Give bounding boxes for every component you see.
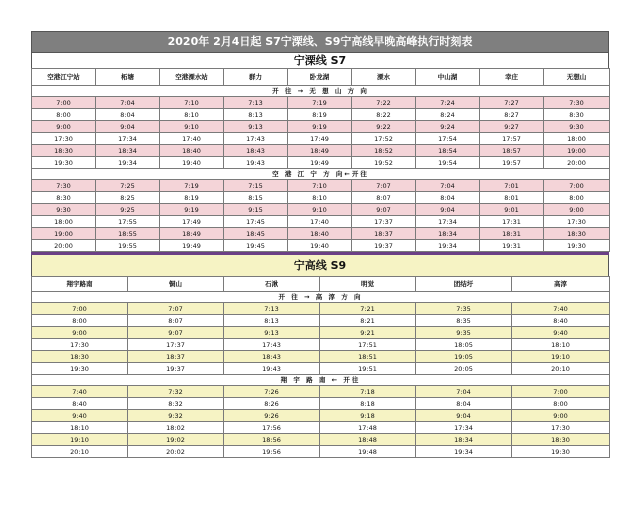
- time-cell: 8:10: [288, 192, 352, 204]
- time-cell: 17:51: [320, 339, 416, 351]
- table-row: [32, 133, 610, 145]
- time-cell: 19:02: [128, 434, 224, 446]
- station-name: 柘塘: [96, 69, 160, 86]
- time-cell: 8:32: [128, 398, 224, 410]
- table-row: [32, 157, 610, 169]
- station-name: 铜山: [128, 277, 224, 292]
- time-cell: 9:00: [544, 204, 610, 216]
- time-cell: 7:13: [224, 303, 320, 315]
- direction-label: 开 往 → 无 想 山 方 向: [32, 86, 610, 97]
- time-cell: 19:34: [96, 157, 160, 169]
- time-cell: 17:52: [352, 133, 416, 145]
- time-cell: 7:30: [32, 180, 96, 192]
- time-cell: 20:10: [32, 446, 128, 458]
- time-cell: 8:27: [480, 109, 544, 121]
- time-cell: 7:22: [352, 97, 416, 109]
- table-row: [32, 303, 610, 315]
- time-cell: 9:19: [288, 121, 352, 133]
- time-cell: 9:15: [224, 204, 288, 216]
- direction-label: 空 港 江 宁 方 向←开往: [32, 169, 610, 180]
- time-cell: 19:54: [416, 157, 480, 169]
- time-cell: 7:24: [416, 97, 480, 109]
- time-cell: 19:30: [512, 446, 610, 458]
- table-row: [32, 398, 610, 410]
- time-cell: 18:40: [288, 228, 352, 240]
- time-cell: 19:40: [160, 157, 224, 169]
- time-cell: 9:13: [224, 327, 320, 339]
- s9-station-header: [32, 277, 610, 292]
- time-cell: 18:31: [480, 228, 544, 240]
- time-cell: 8:04: [416, 192, 480, 204]
- time-cell: 8:07: [352, 192, 416, 204]
- time-cell: 7:18: [320, 386, 416, 398]
- time-cell: 18:55: [96, 228, 160, 240]
- table-row: [32, 228, 610, 240]
- time-cell: 9:10: [288, 204, 352, 216]
- time-cell: 20:00: [32, 240, 96, 252]
- s9-direction-2: [32, 375, 610, 386]
- time-cell: 17:40: [160, 133, 224, 145]
- time-cell: 9:35: [416, 327, 512, 339]
- time-cell: 19:34: [416, 446, 512, 458]
- time-cell: 9:22: [352, 121, 416, 133]
- time-cell: 8:00: [544, 192, 610, 204]
- table-row: [32, 410, 610, 422]
- time-cell: 17:45: [224, 216, 288, 228]
- time-cell: 9:30: [544, 121, 610, 133]
- time-cell: 18:37: [128, 351, 224, 363]
- time-cell: 19:43: [224, 363, 320, 375]
- table-row: [32, 446, 610, 458]
- time-cell: 17:55: [96, 216, 160, 228]
- time-cell: 20:10: [512, 363, 610, 375]
- time-cell: 19:45: [224, 240, 288, 252]
- time-cell: 9:25: [96, 204, 160, 216]
- time-cell: 7:15: [224, 180, 288, 192]
- time-cell: 17:48: [320, 422, 416, 434]
- direction-label: 开 往 → 高 淳 方 向: [32, 292, 610, 303]
- time-cell: 18:57: [480, 145, 544, 157]
- time-cell: 7:13: [224, 97, 288, 109]
- time-cell: 9:21: [320, 327, 416, 339]
- time-cell: 8:21: [320, 315, 416, 327]
- s7-timetable: [31, 68, 610, 252]
- time-cell: 17:30: [512, 422, 610, 434]
- time-cell: 7:27: [480, 97, 544, 109]
- time-cell: 19:00: [544, 145, 610, 157]
- s7-station-header: [32, 69, 610, 86]
- time-cell: 18:30: [32, 351, 128, 363]
- time-cell: 19:10: [32, 434, 128, 446]
- time-cell: 9:18: [320, 410, 416, 422]
- table-row: [32, 434, 610, 446]
- time-cell: 7:19: [160, 180, 224, 192]
- time-cell: 18:30: [32, 145, 96, 157]
- time-cell: 9:07: [128, 327, 224, 339]
- time-cell: 7:26: [224, 386, 320, 398]
- time-cell: 17:30: [544, 216, 610, 228]
- time-cell: 18:43: [224, 351, 320, 363]
- time-cell: 18:10: [512, 339, 610, 351]
- time-cell: 19:00: [32, 228, 96, 240]
- time-cell: 8:30: [32, 192, 96, 204]
- time-cell: 17:34: [416, 422, 512, 434]
- time-cell: 19:57: [480, 157, 544, 169]
- time-cell: 7:19: [288, 97, 352, 109]
- station-name: 空港江宁站: [32, 69, 96, 86]
- time-cell: 19:30: [544, 240, 610, 252]
- time-cell: 18:34: [416, 434, 512, 446]
- time-cell: 17:34: [96, 133, 160, 145]
- time-cell: 9:10: [160, 121, 224, 133]
- time-cell: 20:02: [128, 446, 224, 458]
- table-row: [32, 180, 610, 192]
- time-cell: 9:27: [480, 121, 544, 133]
- station-name: 空港溧水站: [160, 69, 224, 86]
- table-row: [32, 386, 610, 398]
- table-row: [32, 145, 610, 157]
- time-cell: 18:49: [160, 228, 224, 240]
- time-cell: 18:34: [416, 228, 480, 240]
- time-cell: 9:40: [32, 410, 128, 422]
- time-cell: 19:10: [512, 351, 610, 363]
- time-cell: 18:10: [32, 422, 128, 434]
- time-cell: 9:30: [32, 204, 96, 216]
- time-cell: 18:05: [416, 339, 512, 351]
- table-row: [32, 363, 610, 375]
- time-cell: 8:00: [32, 315, 128, 327]
- time-cell: 20:00: [544, 157, 610, 169]
- time-cell: 8:15: [224, 192, 288, 204]
- station-name: 溧水: [352, 69, 416, 86]
- s9-direction-1: [32, 292, 610, 303]
- time-cell: 19:55: [96, 240, 160, 252]
- direction-label: 翔 宇 路 南 ← 开往: [32, 375, 610, 386]
- station-name: 高淳: [512, 277, 610, 292]
- time-cell: 8:35: [416, 315, 512, 327]
- time-cell: 7:32: [128, 386, 224, 398]
- time-cell: 19:30: [32, 363, 128, 375]
- time-cell: 9:00: [32, 121, 96, 133]
- time-cell: 18:30: [512, 434, 610, 446]
- time-cell: 7:35: [416, 303, 512, 315]
- time-cell: 7:04: [416, 386, 512, 398]
- time-cell: 18:00: [32, 216, 96, 228]
- time-cell: 17:57: [480, 133, 544, 145]
- time-cell: 8:04: [416, 398, 512, 410]
- time-cell: 8:18: [320, 398, 416, 410]
- time-cell: 17:43: [224, 133, 288, 145]
- time-cell: 18:30: [544, 228, 610, 240]
- timetable-sheet: [31, 31, 609, 458]
- time-cell: 7:40: [32, 386, 128, 398]
- table-row: [32, 121, 610, 133]
- time-cell: 18:34: [96, 145, 160, 157]
- time-cell: 17:37: [352, 216, 416, 228]
- time-cell: 8:22: [352, 109, 416, 121]
- time-cell: 9:00: [512, 410, 610, 422]
- table-row: [32, 327, 610, 339]
- time-cell: 8:40: [512, 315, 610, 327]
- page-title: 2020年 2月4日起 S7宁溧线、S9宁高线早晚高峰执行时刻表: [31, 31, 609, 53]
- table-row: [32, 240, 610, 252]
- time-cell: 18:49: [288, 145, 352, 157]
- table-row: [32, 109, 610, 121]
- time-cell: 8:00: [512, 398, 610, 410]
- table-row: [32, 216, 610, 228]
- s9-line-heading: 宁高线 S9: [31, 255, 609, 276]
- time-cell: 9:04: [416, 204, 480, 216]
- s9-timetable: [31, 276, 610, 458]
- time-cell: 7:01: [480, 180, 544, 192]
- station-name: 翔宇路南: [32, 277, 128, 292]
- table-row: [32, 97, 610, 109]
- time-cell: 19:51: [320, 363, 416, 375]
- time-cell: 9:07: [352, 204, 416, 216]
- time-cell: 17:30: [32, 133, 96, 145]
- time-cell: 19:49: [160, 240, 224, 252]
- table-row: [32, 192, 610, 204]
- time-cell: 19:49: [288, 157, 352, 169]
- station-name: 卧龙湖: [288, 69, 352, 86]
- time-cell: 8:19: [160, 192, 224, 204]
- time-cell: 20:05: [416, 363, 512, 375]
- time-cell: 17:30: [32, 339, 128, 351]
- time-cell: 18:48: [320, 434, 416, 446]
- time-cell: 19:34: [416, 240, 480, 252]
- time-cell: 9:24: [416, 121, 480, 133]
- time-cell: 8:24: [416, 109, 480, 121]
- time-cell: 18:37: [352, 228, 416, 240]
- time-cell: 17:31: [480, 216, 544, 228]
- time-cell: 7:25: [96, 180, 160, 192]
- time-cell: 9:19: [160, 204, 224, 216]
- time-cell: 7:10: [160, 97, 224, 109]
- time-cell: 18:43: [224, 145, 288, 157]
- time-cell: 7:00: [32, 303, 128, 315]
- time-cell: 18:40: [160, 145, 224, 157]
- station-name: 群力: [224, 69, 288, 86]
- time-cell: 17:49: [288, 133, 352, 145]
- time-cell: 7:07: [352, 180, 416, 192]
- time-cell: 8:19: [288, 109, 352, 121]
- time-cell: 19:40: [288, 240, 352, 252]
- time-cell: 9:04: [416, 410, 512, 422]
- time-cell: 19:05: [416, 351, 512, 363]
- time-cell: 8:40: [32, 398, 128, 410]
- time-cell: 19:37: [128, 363, 224, 375]
- time-cell: 8:25: [96, 192, 160, 204]
- time-cell: 8:01: [480, 192, 544, 204]
- time-cell: 19:37: [352, 240, 416, 252]
- time-cell: 17:49: [160, 216, 224, 228]
- station-name: 幸庄: [480, 69, 544, 86]
- station-name: 无想山: [544, 69, 610, 86]
- time-cell: 9:00: [32, 327, 128, 339]
- time-cell: 17:54: [416, 133, 480, 145]
- time-cell: 17:43: [224, 339, 320, 351]
- time-cell: 17:40: [288, 216, 352, 228]
- time-cell: 19:31: [480, 240, 544, 252]
- time-cell: 7:07: [128, 303, 224, 315]
- time-cell: 19:56: [224, 446, 320, 458]
- time-cell: 8:00: [32, 109, 96, 121]
- time-cell: 9:01: [480, 204, 544, 216]
- time-cell: 7:40: [512, 303, 610, 315]
- time-cell: 7:00: [544, 180, 610, 192]
- s7-direction-1: [32, 86, 610, 97]
- time-cell: 18:45: [224, 228, 288, 240]
- table-row: [32, 422, 610, 434]
- time-cell: 8:10: [160, 109, 224, 121]
- time-cell: 7:10: [288, 180, 352, 192]
- time-cell: 8:13: [224, 315, 320, 327]
- time-cell: 9:13: [224, 121, 288, 133]
- table-row: [32, 204, 610, 216]
- time-cell: 18:02: [128, 422, 224, 434]
- time-cell: 19:43: [224, 157, 288, 169]
- time-cell: 19:48: [320, 446, 416, 458]
- station-name: 团结圩: [416, 277, 512, 292]
- time-cell: 9:04: [96, 121, 160, 133]
- time-cell: 9:40: [512, 327, 610, 339]
- time-cell: 17:56: [224, 422, 320, 434]
- station-name: 中山湖: [416, 69, 480, 86]
- s7-direction-2: [32, 169, 610, 180]
- time-cell: 17:37: [128, 339, 224, 351]
- table-row: [32, 339, 610, 351]
- table-row: [32, 315, 610, 327]
- table-row: [32, 351, 610, 363]
- s7-line-heading: 宁溧线 S7: [31, 53, 609, 68]
- time-cell: 7:00: [512, 386, 610, 398]
- time-cell: 8:26: [224, 398, 320, 410]
- time-cell: 18:52: [352, 145, 416, 157]
- time-cell: 7:04: [96, 97, 160, 109]
- time-cell: 18:56: [224, 434, 320, 446]
- time-cell: 8:04: [96, 109, 160, 121]
- time-cell: 8:13: [224, 109, 288, 121]
- station-name: 明觉: [320, 277, 416, 292]
- time-cell: 9:26: [224, 410, 320, 422]
- time-cell: 9:32: [128, 410, 224, 422]
- time-cell: 19:30: [32, 157, 96, 169]
- time-cell: 18:00: [544, 133, 610, 145]
- time-cell: 17:34: [416, 216, 480, 228]
- time-cell: 7:00: [32, 97, 96, 109]
- time-cell: 19:52: [352, 157, 416, 169]
- station-name: 石湫: [224, 277, 320, 292]
- time-cell: 18:51: [320, 351, 416, 363]
- time-cell: 7:30: [544, 97, 610, 109]
- time-cell: 18:54: [416, 145, 480, 157]
- time-cell: 8:30: [544, 109, 610, 121]
- time-cell: 7:04: [416, 180, 480, 192]
- time-cell: 7:21: [320, 303, 416, 315]
- time-cell: 8:07: [128, 315, 224, 327]
